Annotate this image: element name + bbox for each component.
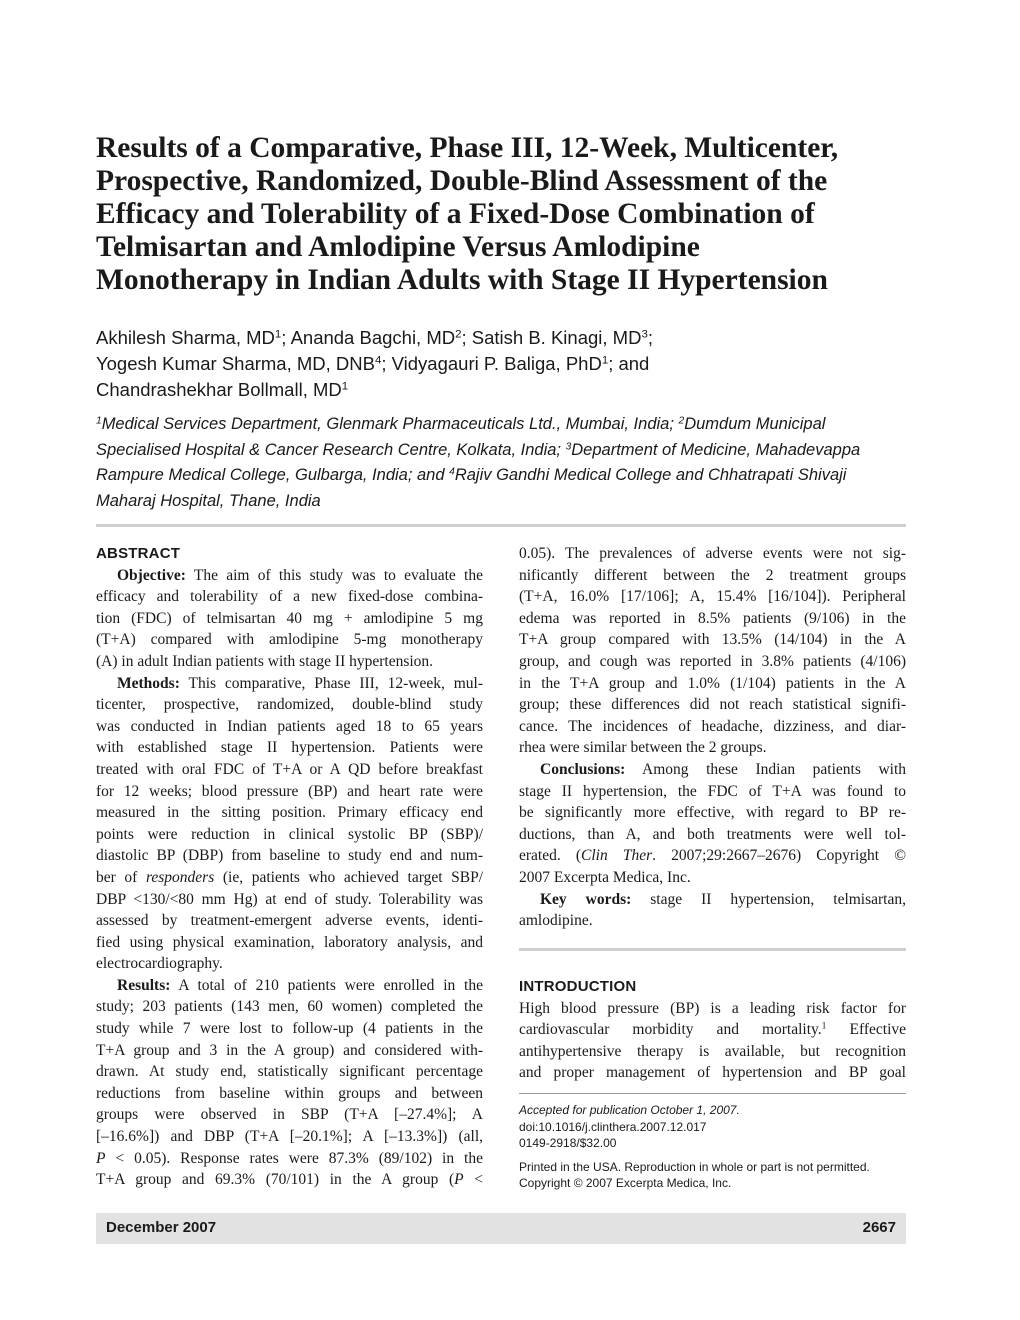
body-line: [519, 759, 906, 781]
body-line: [96, 1148, 483, 1170]
header-divider: [96, 524, 906, 527]
affiliation-line: [96, 412, 926, 438]
line-text: The aim of this study was to evaluate the: [185, 566, 483, 584]
author-line: [96, 377, 926, 403]
body-line: study while 7 were lost to follow-up (4 patients in the: [96, 1020, 483, 1038]
author-affil-mark: 2: [455, 328, 462, 341]
methods-label: Methods:: [117, 674, 180, 692]
body-line: [96, 867, 483, 889]
body-line: [519, 1019, 906, 1041]
body-line: groups were observed in SBP (T+A [–27.4%]; A: [96, 1106, 483, 1124]
author-affil-mark: 4: [374, 354, 382, 367]
pubinfo-divider: [519, 1093, 906, 1094]
line-text: This comparative, Phase III, 12-week, mul-: [179, 674, 483, 692]
abstract-left-column: [96, 543, 483, 1191]
author-sep: ;: [461, 327, 472, 348]
affiliation-line: [96, 438, 926, 464]
body-line: 2007 Excerpta Medica, Inc.: [519, 868, 691, 886]
body-line: [96, 565, 483, 587]
italic-term: P: [454, 1171, 464, 1189]
body-line: [96, 1169, 483, 1191]
body-line: nificantly different between the 2 treatment groups: [519, 566, 906, 584]
author-name: Yogesh Kumar Sharma, MD, DNB: [96, 353, 375, 374]
body-line: efficacy and tolerability of a new fixed-dose combina-: [96, 588, 483, 606]
body-line: tion (FDC) of telmisartan 40 mg + amlodipine 5 mg: [96, 609, 483, 627]
body-line: reductions from baseline within groups and between: [96, 1084, 483, 1102]
author-name: Akhilesh Sharma, MD: [96, 327, 275, 348]
line-text: . 2007;29:2667–2676) Copyright ©: [652, 847, 906, 865]
author-name: Chandrashekhar Bollmall, MD: [96, 379, 342, 400]
conclusions-label: Conclusions:: [540, 760, 626, 778]
affiliations: [96, 412, 926, 514]
body-line: points were reduction in clinical systolic BP (SBP)/: [96, 825, 483, 843]
author-sep: ;: [281, 327, 291, 348]
title-line: Prospective, Randomized, Double-Blind Assessment of the: [96, 165, 828, 197]
line-text: (ie, patients who achieved target SBP/: [214, 868, 483, 886]
author-line: [96, 325, 926, 351]
italic-term: P: [96, 1149, 106, 1167]
page-number: 2667: [862, 1219, 896, 1236]
line-text: cardiovascular morbidity and mortality.: [519, 1021, 822, 1039]
body-line: group; these differences did not reach statistical signifi-: [519, 696, 906, 714]
body-line: 0.05). The prevalences of adverse events were not sig-: [519, 545, 906, 562]
body-line: was conducted in Indian patients aged 18 to 65 years: [96, 717, 483, 735]
affiliation-text: Maharaj Hospital, Thane, India: [96, 491, 321, 510]
title-line: Telmisartan and Amlodipine Versus Amlodipine: [96, 231, 700, 263]
body-line: (T+A) compared with amlodipine 5-mg monotherapy: [96, 631, 483, 649]
body-line: T+A group compared with 13.5% (14/104) in the A: [519, 631, 906, 649]
author-name: Satish B. Kinagi, MD: [471, 327, 642, 348]
body-line: ticenter, prospective, randomized, double-blind study: [96, 696, 483, 714]
affil-mark: 4: [449, 466, 455, 478]
affiliation-text: Rajiv Gandhi Medical College and Chhatrapati Shivaji: [454, 466, 847, 484]
body-line: and proper management of hypertension and BP goal: [519, 1064, 906, 1082]
body-line: electrocardiography.: [96, 955, 223, 973]
keywords-label: Key words:: [540, 890, 632, 908]
author-affil-mark: 1: [601, 354, 609, 367]
abstract-right-column: [519, 543, 906, 932]
author-sep: ;: [647, 327, 653, 348]
body-line: treated with oral FDC of T+A or A QD before breakfast: [96, 760, 483, 778]
body-line: antihypertensive therapy is available, but recognition: [519, 1042, 906, 1060]
body-line: fied using physical examination, laboratory analysis, and: [96, 933, 483, 951]
body-line: stage II hypertension, the FDC of T+A was found to: [519, 782, 906, 800]
objective-label: Objective:: [117, 566, 186, 584]
body-line: for 12 weeks; blood pressure (BP) and heart rate were: [96, 782, 483, 800]
results-label: Results:: [117, 976, 171, 994]
line-text: Among these Indian patients with: [625, 760, 906, 778]
body-line: amlodipine.: [519, 912, 593, 930]
body-line: with established stage II hypertension. Patients were: [96, 739, 483, 757]
body-line: study; 203 patients (143 men, 60 women) completed the: [96, 998, 483, 1016]
introduction-heading: INTRODUCTION: [519, 978, 637, 995]
affil-mark: 1: [96, 415, 102, 427]
doi: doi:10.1016/j.clinthera.2007.12.017: [519, 1119, 707, 1134]
author-affil-mark: 3: [641, 328, 648, 341]
author-list: [96, 325, 926, 403]
affil-mark: 3: [565, 440, 572, 452]
accepted-date: Accepted for publication October 1, 2007.: [519, 1103, 740, 1117]
line-text: <: [463, 1171, 483, 1189]
affiliation-text: Department of Medicine, Mahadevappa: [571, 440, 861, 459]
line-text: A total of 210 patients were enrolled in the: [170, 976, 483, 994]
body-line: rhea were similar between the 2 groups.: [519, 739, 767, 757]
issue-date: December 2007: [106, 1219, 217, 1236]
author-affil-mark: 1: [274, 328, 282, 341]
body-line: edema was reported in 8.5% patients (9/106) in the: [519, 609, 906, 627]
body-line: measured in the sitting position. Primary efficacy end: [96, 804, 483, 822]
title-line: Efficacy and Tolerability of a Fixed-Dose Combination of: [96, 198, 815, 230]
body-line: T+A group and 3 in the A group) and considered with-: [96, 1041, 483, 1059]
article-title: [96, 132, 926, 297]
body-line: (T+A, 16.0% [17/106]; A, 15.4% [16/104]). Peripheral: [519, 588, 906, 606]
affiliation-text: Rampure Medical College, Gulbarga, India; and: [96, 466, 450, 484]
issn: 0149-2918/$32.00: [519, 1136, 617, 1150]
author-sep: ; and: [608, 353, 650, 374]
abstract-end-divider: [519, 948, 906, 951]
body-line: assessed by treatment-emergent adverse events, identi-: [96, 912, 483, 930]
body-line: ductions, than A, and both treatments were well tol-: [519, 825, 906, 843]
affiliation-text: Medical Services Department, Glenmark Pharmaceuticals Ltd., Mumbai, India;: [101, 415, 679, 433]
body-line: cance. The incidences of headache, dizziness, and diar-: [519, 717, 906, 735]
body-line: High blood pressure (BP) is a leading risk factor for: [519, 999, 906, 1017]
body-line: drawn. At study end, statistically significant percentage: [96, 1063, 483, 1081]
body-line: [519, 889, 906, 911]
affiliation-line: [96, 463, 926, 489]
title-line: Results of a Comparative, Phase III, 12-Week, Multicenter,: [96, 132, 839, 164]
copyright-notice: Copyright © 2007 Excerpta Medica, Inc.: [519, 1176, 732, 1190]
body-line: diastolic BP (DBP) from baseline to study end and num-: [96, 847, 483, 865]
author-name: Ananda Bagchi, MD: [290, 327, 456, 348]
line-text: Effective: [826, 1021, 906, 1039]
line-text: erated. (: [519, 847, 582, 865]
line-text: ber of: [96, 868, 146, 886]
line-text: < 0.05). Response rates were 87.3% (89/102) in the: [105, 1149, 483, 1167]
affiliation-text: Specialised Hospital & Cancer Research Centre, Kolkata, India;: [96, 440, 566, 459]
body-line: group, and cough was reported in 3.8% patients (4/106): [519, 652, 906, 670]
body-line: [96, 975, 483, 997]
reference-mark: 1: [821, 1020, 827, 1032]
author-affil-mark: 1: [341, 380, 349, 393]
abstract-heading: ABSTRACT: [96, 545, 181, 562]
publication-info: [519, 1102, 906, 1192]
body-line: [519, 845, 906, 867]
body-line: (A) in adult Indian patients with stage II hypertension.: [96, 652, 434, 670]
title-line: Monotherapy in Indian Adults with Stage II Hypertension: [96, 264, 828, 296]
author-name: Vidyagauri P. Baliga, PhD: [391, 353, 602, 374]
italic-term: responders: [145, 868, 215, 886]
affil-mark: 2: [678, 415, 685, 427]
body-line: be significantly more effective, with regard to BP re-: [519, 804, 906, 822]
line-text: stage II hypertension, telmisartan,: [631, 890, 906, 908]
body-line: [–16.6%]) and DBP (T+A [–20.1%]; A [–13.3%]) (all,: [96, 1128, 483, 1146]
line-text: T+A group and 69.3% (70/101) in the A group (: [96, 1171, 455, 1189]
author-line: [96, 351, 926, 377]
page-footer: [96, 1213, 906, 1244]
body-line: DBP <130/<80 mm Hg) at end of study. Tolerability was: [96, 890, 483, 908]
body-line: [96, 673, 483, 695]
author-sep: ;: [381, 353, 392, 374]
body-line: in the T+A group and 1.0% (1/104) patients in the A: [519, 674, 906, 692]
introduction-section: [519, 976, 906, 1084]
affiliation-text: Dumdum Municipal: [684, 415, 826, 433]
journal-name: Clin Ther: [581, 847, 653, 865]
affiliation-line: [96, 489, 926, 515]
printed-notice: Printed in the USA. Reproduction in whole or part is not permitted.: [519, 1159, 870, 1174]
